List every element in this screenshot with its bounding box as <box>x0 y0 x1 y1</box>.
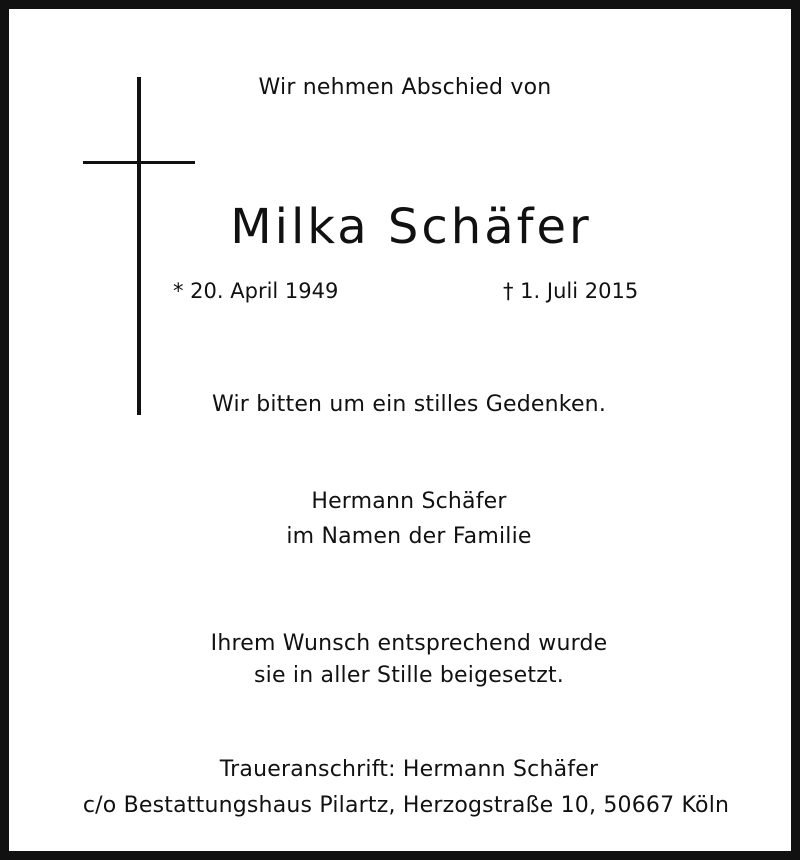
burial-note-line-1: Ihrem Wunsch entsprechend wurde <box>210 631 608 656</box>
signer-name: Hermann Schäfer <box>311 489 507 514</box>
intro-text: Wir nehmen Abschied von <box>258 75 552 100</box>
mourning-address: c/o Bestattungshaus Pilartz, Herzogstraße 10, 50667 Köln <box>82 793 730 818</box>
cross-icon-bar <box>83 161 195 164</box>
remembrance-request: Wir bitten um ein stilles Gedenken. <box>211 392 607 417</box>
deceased-name: Milka Schäfer <box>230 199 592 255</box>
death-date: † 1. Juli 2015 <box>503 279 639 303</box>
birth-date: * 20. April 1949 <box>173 279 339 303</box>
signer-role: im Namen der Familie <box>286 524 532 549</box>
mourning-address-label: Traueranschrift: Hermann Schäfer <box>219 757 599 782</box>
burial-note-line-2: sie in aller Stille beigesetzt. <box>254 663 564 688</box>
